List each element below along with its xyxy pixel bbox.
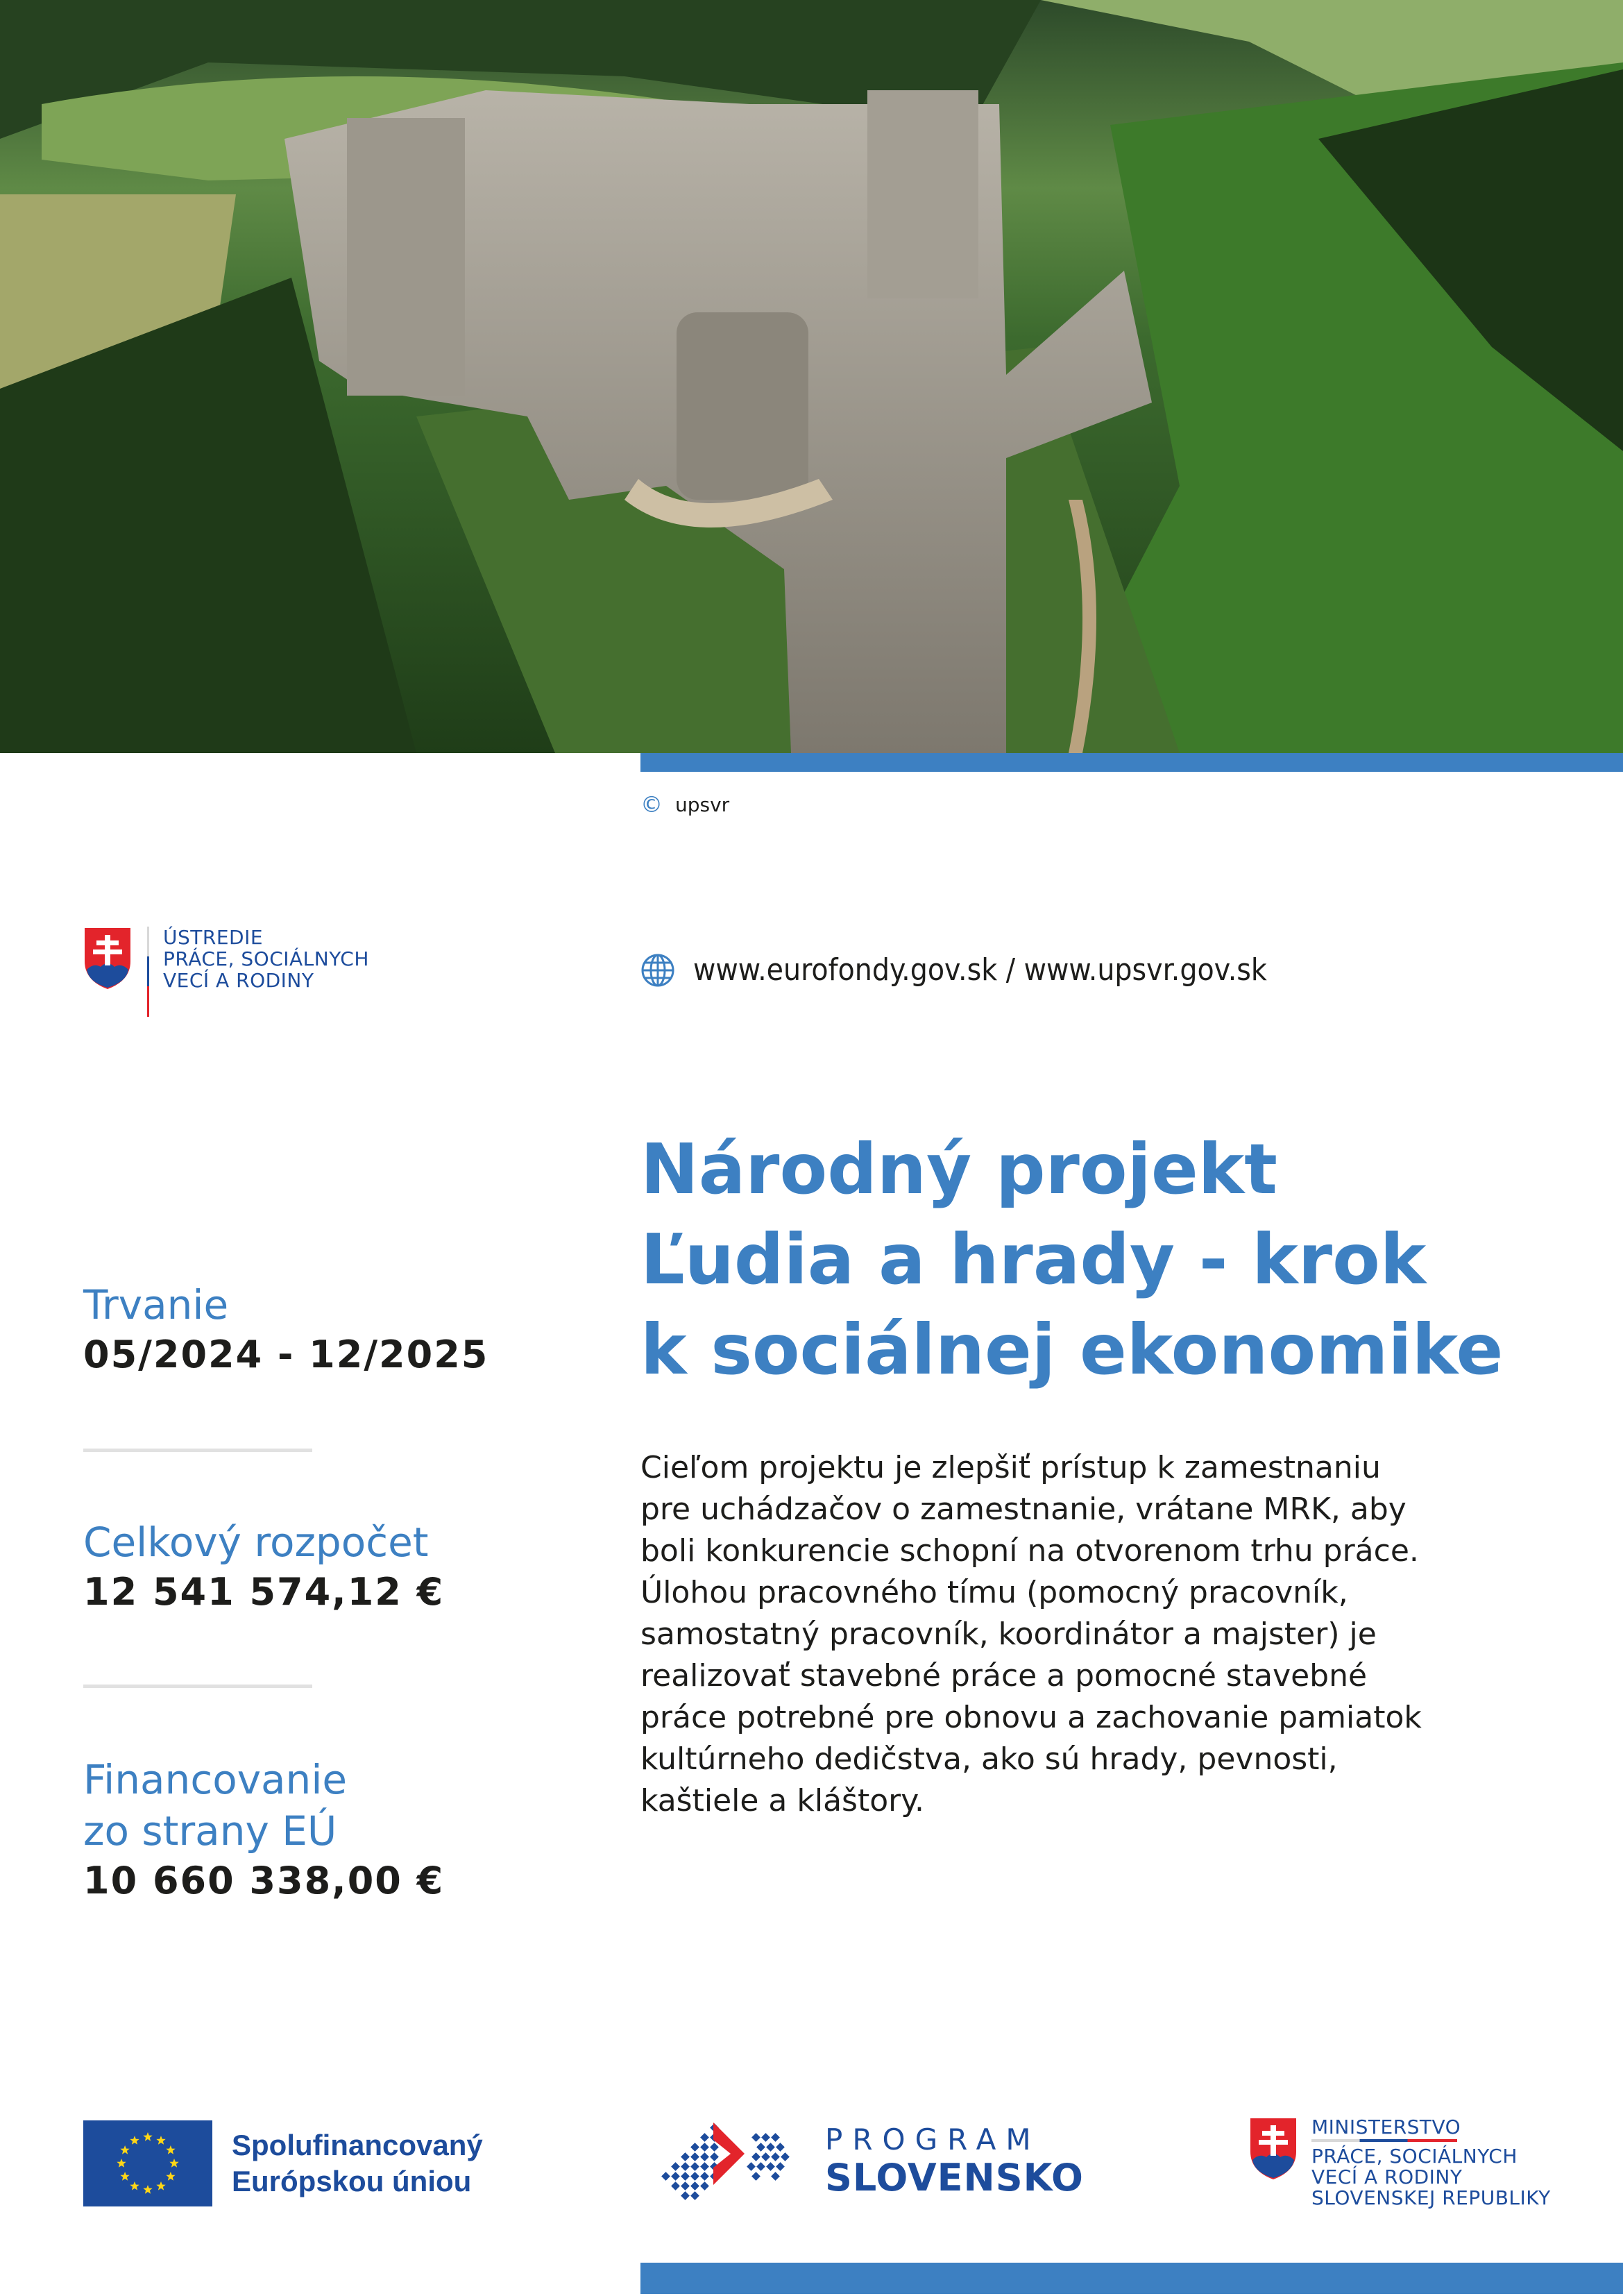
diamond-icon	[710, 2143, 719, 2152]
diamond-icon	[710, 2152, 719, 2161]
upsvr-logo-line: VECÍ A RODINY	[163, 969, 314, 992]
hero-photo	[0, 0, 1623, 753]
photo-credit-text: upsvr	[675, 793, 730, 816]
diamond-icon	[690, 2172, 699, 2181]
diamond-icon	[671, 2172, 680, 2181]
web-links	[640, 952, 1267, 988]
eu-cofunded-text	[232, 2127, 483, 2200]
title-line: Ľudia a hrady - krok	[640, 1219, 1427, 1300]
diamond-icon	[690, 2152, 699, 2161]
slovensko-label: SLOVENSKO	[825, 2156, 1084, 2200]
diamond-icon	[766, 2143, 775, 2152]
diamond-icon	[776, 2162, 785, 2171]
diamond-icon	[671, 2181, 680, 2191]
slovak-coat-of-arms-icon	[1249, 2117, 1298, 2179]
eu-text-line: Spolufinancovaný	[232, 2129, 483, 2161]
diamond-icon	[681, 2162, 690, 2171]
globe-icon	[640, 953, 675, 988]
program-slovensko-logo	[656, 2116, 1084, 2206]
description-line: práce potrebné pre obnovu a zachovanie pamiatok	[640, 1700, 1422, 1735]
tricolor-divider	[147, 927, 149, 1017]
title-line: Národný projekt	[640, 1129, 1277, 1210]
diamond-icon	[700, 2181, 709, 2191]
upsvr-logo	[83, 927, 369, 1017]
diamond-icon	[771, 2172, 780, 2181]
diamond-icon	[681, 2172, 690, 2181]
diamond-icon	[700, 2162, 709, 2171]
diamond-icon	[700, 2133, 709, 2142]
ministry-logo-text	[1311, 2117, 1551, 2209]
diamond-icon	[771, 2133, 780, 2142]
ministry-line: SLOVENSKEJ REPUBLIKY	[1311, 2186, 1551, 2209]
photo-credit	[640, 791, 729, 818]
diamond-icon	[700, 2143, 709, 2152]
accent-bar-bottom	[640, 2263, 1623, 2294]
diamond-icon	[756, 2143, 765, 2152]
stat-duration	[83, 1279, 488, 1379]
stat-total-budget	[83, 1517, 444, 1617]
stat-eu-funding	[83, 1754, 444, 1905]
diamond-icon	[690, 2191, 699, 2200]
diamond-icon	[681, 2181, 690, 2191]
stat-value: 12 541 574,12 €	[83, 1570, 445, 1614]
stat-label: Celkový rozpočet	[83, 1519, 429, 1566]
eu-flag-icon	[83, 2120, 212, 2206]
diamond-icon	[751, 2172, 760, 2181]
diamond-icon	[781, 2152, 790, 2161]
ministry-line: PRÁCE, SOCIÁLNYCH	[1311, 2145, 1518, 2168]
tricolor-underline	[1311, 2139, 1457, 2142]
description-line: Úlohou pracovného tímu (pomocný pracovník,	[640, 1575, 1348, 1610]
eu-cofunded-logo	[83, 2120, 483, 2206]
diamond-icon	[756, 2162, 765, 2171]
upsvr-logo-text	[163, 927, 369, 991]
diamond-icon	[700, 2152, 709, 2161]
description-line: samostatný pracovník, koordinátor a majster) je	[640, 1617, 1377, 1652]
title-line: k sociálnej ekonomike	[640, 1309, 1504, 1390]
stat-label: zo strany EÚ	[83, 1807, 337, 1855]
diamond-icon	[776, 2143, 785, 2152]
stat-label: Financovanie	[83, 1756, 348, 1803]
diamond-icon	[690, 2181, 699, 2191]
page-title	[640, 1124, 1577, 1395]
description-line: Cieľom projektu je zlepšiť prístup k zamestnaniu	[640, 1450, 1381, 1485]
diamond-icon	[747, 2162, 756, 2171]
stat-divider	[83, 1685, 312, 1688]
upsvr-logo-line: PRÁCE, SOCIÁLNYCH	[163, 947, 369, 970]
eu-text-line: Európskou úniou	[232, 2165, 472, 2197]
stat-value: 05/2024 - 12/2025	[83, 1333, 489, 1376]
diamond-icon	[681, 2152, 690, 2161]
stat-value: 10 660 338,00 €	[83, 1859, 445, 1902]
program-slovensko-mark-icon	[656, 2116, 808, 2206]
program-label: PROGRAM	[825, 2122, 1041, 2156]
diamond-icon	[661, 2172, 670, 2181]
ministry-line: MINISTERSTVO	[1311, 2116, 1461, 2138]
diamond-icon	[751, 2152, 760, 2161]
diamond-icon	[761, 2152, 770, 2161]
diamond-icon	[771, 2152, 780, 2161]
upsvr-logo-line: ÚSTREDIE	[163, 926, 264, 949]
diamond-icon	[766, 2162, 775, 2171]
diamond-icon	[700, 2172, 709, 2181]
diamond-icon	[690, 2162, 699, 2171]
diamond-icon	[690, 2143, 699, 2152]
ministry-logo	[1249, 2117, 1551, 2209]
diamond-icon	[671, 2162, 680, 2171]
project-description	[640, 1447, 1536, 1822]
website-links[interactable]: www.eurofondy.gov.sk / www.upsvr.gov.sk	[693, 952, 1267, 988]
diamond-icon	[761, 2133, 770, 2142]
description-line: realizovať stavebné práce a pomocné stavebné	[640, 1658, 1368, 1694]
castle-photo-illustration	[0, 0, 1623, 753]
copyright-icon: ©	[640, 791, 663, 818]
accent-bar-top	[640, 753, 1623, 772]
ministry-line: VECÍ A RODINY	[1311, 2166, 1463, 2188]
slovak-coat-of-arms-icon	[83, 927, 132, 989]
stat-label: Trvanie	[83, 1281, 229, 1328]
description-line: boli konkurencie schopní na otvorenom trhu práce.	[640, 1533, 1419, 1569]
diamond-icon	[751, 2133, 760, 2142]
diamond-icon	[681, 2191, 690, 2200]
description-line: pre uchádzačov o zamestnanie, vrátane MRK, aby	[640, 1492, 1407, 1527]
stat-divider	[83, 1449, 312, 1452]
description-line: kultúrneho dedičstva, ako sú hrady, pevnosti,	[640, 1741, 1338, 1777]
description-line: kaštiele a kláštory.	[640, 1783, 924, 1818]
program-slovensko-text	[825, 2122, 1084, 2199]
